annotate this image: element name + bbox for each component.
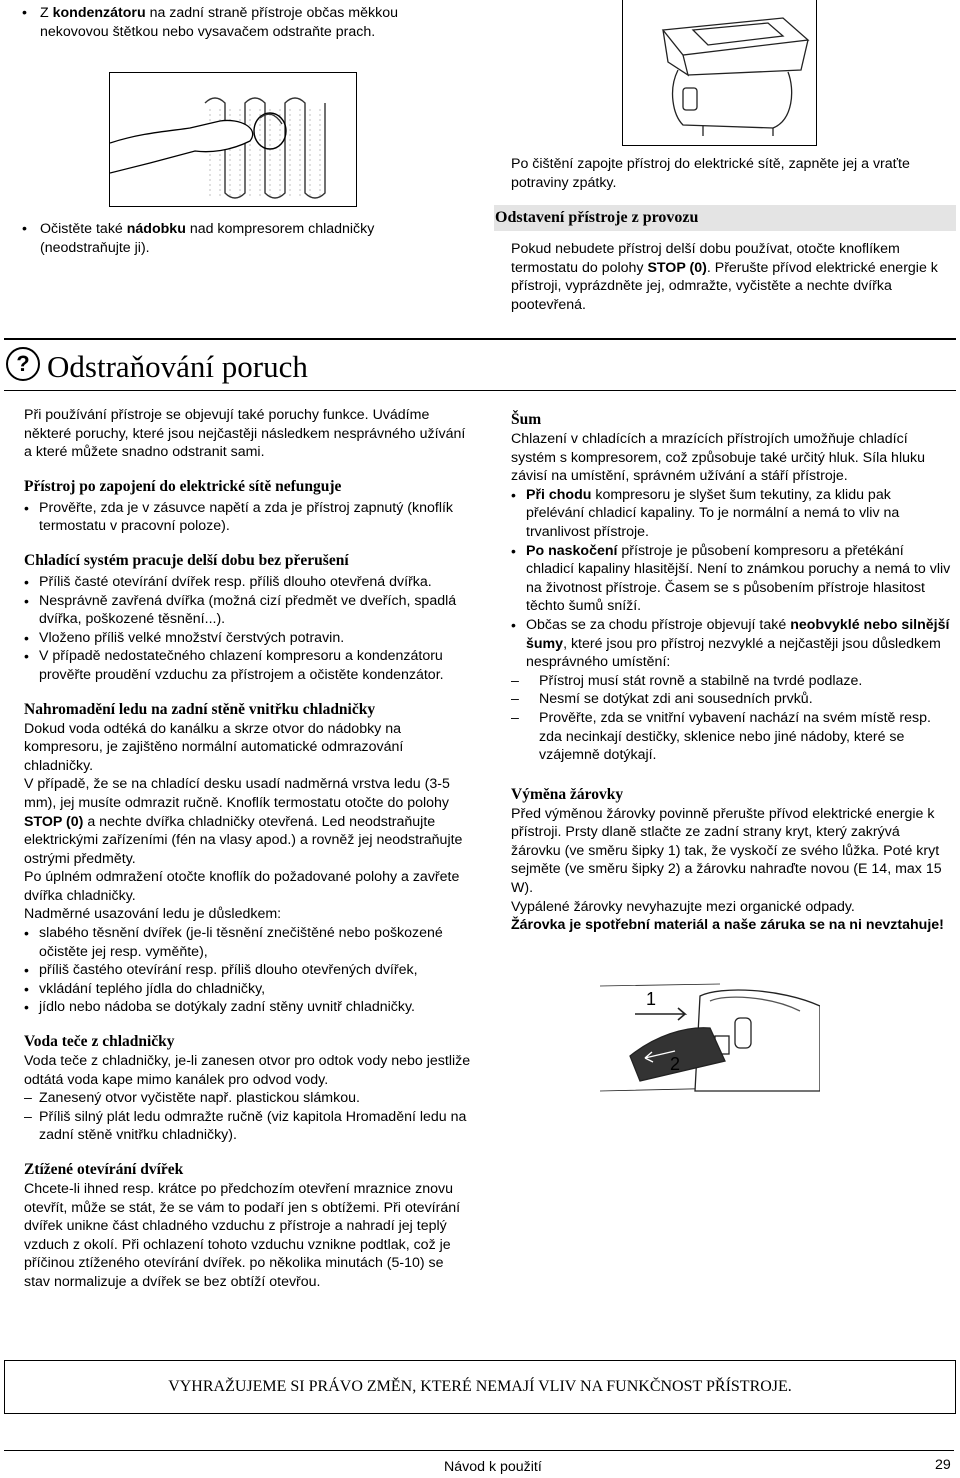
list-item: • Příliš časté otevírání dvířek resp. příliš dlouho otevřená dvířka. <box>24 573 472 592</box>
intro-paragraph: Při používání přístroje se objevují také poruchy funkce. Uvádíme některé poruchy, které jsou nejčastěji následkem nesprávného užívání a které můžete snadno odstranit sami. <box>24 407 466 461</box>
list-item: • příliš častého otevírání resp. příliš dlouho otevřených dvířek, <box>24 961 472 980</box>
list-item: – Prověřte, zda se vnitřní vybavení nachází na svém místě resp. zda necinkají destičky, sklenice nebo jiné nádoby, které se vzájemně dotýkají. <box>511 709 953 765</box>
section-rule-bottom <box>4 390 956 391</box>
section-rule <box>4 338 956 340</box>
bulb-paragraph-2: Vypálené žárovky nevyhazujte mezi organické odpady. <box>511 898 855 915</box>
ice-paragraph-1: Dokud voda odtéká do kanálku a skrze otvor do nádobky na kompresoru, je zajištěno normální automatické odmrazování chladničky. <box>24 720 404 774</box>
question-circle-icon: ? <box>6 347 40 381</box>
list-item: • Nesprávně zavřená dvířka (možná cizí předmět ve dveřích, spadlá dvířka, poškozené těsnění...). <box>24 592 472 629</box>
list-item: • Při chodu kompresoru je slyšet šum tekutiny, za klidu pak přelévání chladicí kapaliny. To je normální a nemá to vliv na trvanlivost přístroje. <box>511 486 953 542</box>
list-item: – Příliš silný plát ledu odmražte ručně (viz kapitola Hromadění ledu na zadní stěně vnitřku chladničky). <box>24 1108 472 1145</box>
ice-paragraph-3: Po úplném odmražení otočte knoflík do požadované polohy a zavřete dvířka chladničky. <box>24 869 460 904</box>
arrow-label-2: 2 <box>670 1054 681 1074</box>
after-cleaning-text: Po čištění zapojte přístroj do elektrické sítě, zapněte jej a vraťte potraviny zpátky. <box>511 156 910 191</box>
bulb-paragraph-1: Před výměnou žárovky povinně přerušte přívod elektrické energie k přístroji. Prsty dlaně stlačte ze zadní strany kryt, který zakrývá žárovku (ve směru šipky 1) tak, že vyskočí ze svého lůžka. Poté kryt sejměte (ve směru šipky 2) a žárovku nahraďte novou (E 14, max 15 W). <box>511 805 942 897</box>
noise-sub-list <box>511 672 953 765</box>
ice-paragraph-2: V případě, že se na chladící desku usadí nadměrná vrstva ledu (3-5 mm), jej musíte odmrazit ručně. Knoflík termostatu otočte do polohy STOP (0) a nechte dvířka chladničky otevřená. Led neodstraňujte elektrickými zařízeními (fén na vlasy apod.) a rovněž jej neodstraňujte ostrými předměty. <box>24 776 463 867</box>
bullet-dot: • <box>22 5 27 21</box>
runs-continuously-list <box>24 573 472 685</box>
shutdown-heading: Odstavení přístroje z provozu <box>495 209 699 226</box>
condenser-bold: kondenzátoru <box>52 5 146 21</box>
heading-noise: Šum <box>511 411 542 428</box>
container-bold: nádobku <box>126 221 186 237</box>
list-item: – Přístroj musí stát rovně a stabilně na tvrdé podlaze. <box>511 672 953 691</box>
not-working-list <box>24 499 472 536</box>
ice-causes-list <box>24 924 472 1017</box>
list-item: • Po naskočení přístroje je působení kompresoru a přetékání chladicí kapaliny hlasitější. Není to známkou poruchy a nemá to vliv na životnost přístroje. Časem se s působením přístroje hlasitost těchto šumů sníží. <box>511 542 953 616</box>
list-item: • V případě nedostatečného chlazení kompresoru a kondenzátoru prověřte proudění vzduchu za přístrojem a očistěte kondenzátor. <box>24 647 472 684</box>
list-item: • vkládání teplého jídla do chladničky, <box>24 980 472 999</box>
list-item: • Prověřte, zda je v zásuvce napětí a zda je přístroj zapnutý (knoflík termostatu v pracovní poloze). <box>24 499 472 536</box>
door-paragraph: Chcete-li ihned resp. krátce po předchozím otevření mraznice znovu otevřít, může se stát, že se vám to podaří jen s obtížemi. Při otevírání dvířek unikne část chladného vzduchu z přístroje a nahradí jej teplý vzduch z okolí. Při ochlazení tohoto vzduchu vznikne podtlak, což je příčinou ztíženého otevírání dvířek. po několika minutách (5-10) se stav normalizuje a dvířek se bez obtíží otevřou. <box>24 1181 461 1290</box>
list-item: • Vloženo příliš velké množství čerstvých potravin. <box>24 629 472 648</box>
list-item: • Občas se za chodu přístroje objevují také neobvyklé nebo silnější šumy, které jsou pro přístroj nezvyklé a nejčastěji jsou důsledkem nesprávného umístění: – Přístroj musí stát rovně a stabilně na tvrdé podlaze. – Nesmí se dotýkat zdi ani sousedních prvků. – Prověřte, zda se vnitřní vybavení nachází na svém místě resp. zda necinkají destičky, sklenice nebo jiné nádoby, které se vzájemně dotýkají. <box>511 616 953 765</box>
noise-list <box>511 486 953 765</box>
notice-text: VYHRAŽUJEME SI PRÁVO ZMĚN, KTERÉ NEMAJÍ VLIV NA FUNKČNOST PŘÍSTROJE. <box>168 1378 792 1395</box>
footer-title: Návod k použití <box>444 1459 542 1475</box>
list-item: – Zanesený otvor vyčistěte např. plastickou slámkou. <box>24 1089 472 1108</box>
page-number: 29 <box>935 1457 951 1473</box>
bulb-drawing <box>600 966 820 1096</box>
list-item: • jídlo nebo nádoba se dotýkaly zadní stěny uvnitř chladničky. <box>24 998 472 1017</box>
container-bullet: • Očistěte také nádobku nad kompresorem chladničky (neodstraňujte ji). <box>22 221 375 256</box>
compressor-drawing <box>623 0 816 145</box>
notice-box <box>4 1360 956 1414</box>
condenser-bullet: • Z kondenzátoru na zadní straně přístroje občas měkkou nekovovou štětkou nebo vysavačem odstraňte prach. <box>22 5 398 40</box>
bullet-dot: • <box>22 221 27 237</box>
water-list <box>24 1089 472 1145</box>
bulb-warranty-note: Žárovka je spotřební materiál a naše záruka se na ni nevztahuje! <box>511 917 944 934</box>
list-item: – Nesmí se dotýkat zdi ani sousedních prvků. <box>511 690 953 709</box>
heading-ice-buildup: Nahromadění ledu na zadní stěně vnitřku chladničky <box>24 700 376 718</box>
noise-paragraph: Chlazení v chladících a mrazících přístrojích umožňuje chladící systém s kompresorem, což způsobuje také určitý hluk. Síla hluku závisí na umístění, správném užívání a stáří přístroje. <box>511 431 925 485</box>
heading-bulb-replacement: Výměna žárovky <box>511 785 624 803</box>
water-paragraph: Voda teče z chladničky, je-li zanesen otvor pro odtok vody nebo jestliže odtátá voda kape mimo kanálek pro odvod vody. <box>24 1053 471 1088</box>
heading-door-opening: Ztížené otevírání dvířek <box>24 1161 184 1178</box>
shutdown-text: Pokud nebudete přístroj delší dobu používat, otočte knoflíkem termostatu do polohy STOP (0). Přerušte přívod elektrické energie k přístroji, vyprázdněte jej, odmražte, vyčistěte a nechte dvířka pootevřená. <box>511 241 938 313</box>
heading-not-working: Přístroj po zapojení do elektrické sítě nefunguje <box>24 477 342 495</box>
ice-paragraph-4: Nadměrné usazování ledu je důsledkem: <box>24 906 282 923</box>
section-title: Odstraňování poruch <box>47 349 308 384</box>
bulb-cover-illustration <box>600 966 820 1096</box>
arrow-label-1: 1 <box>646 989 657 1009</box>
footer-rule <box>4 1450 954 1451</box>
condenser-cleaning-illustration <box>109 72 357 207</box>
heading-water-leak: Voda teče z chladničky <box>24 1033 175 1051</box>
shutdown-heading-bar <box>494 205 956 231</box>
condenser-drawing <box>110 73 356 206</box>
left-column <box>24 406 472 1292</box>
heading-runs-continuously: Chladící systém pracuje delší dobu bez přerušení <box>24 551 349 569</box>
right-column <box>511 410 953 935</box>
compressor-container-illustration <box>622 0 817 146</box>
list-item: • slabého těsnění dvířek (je-li těsnění znečištěné nebo poškozené očistěte jej resp. vyměňte), <box>24 924 472 961</box>
